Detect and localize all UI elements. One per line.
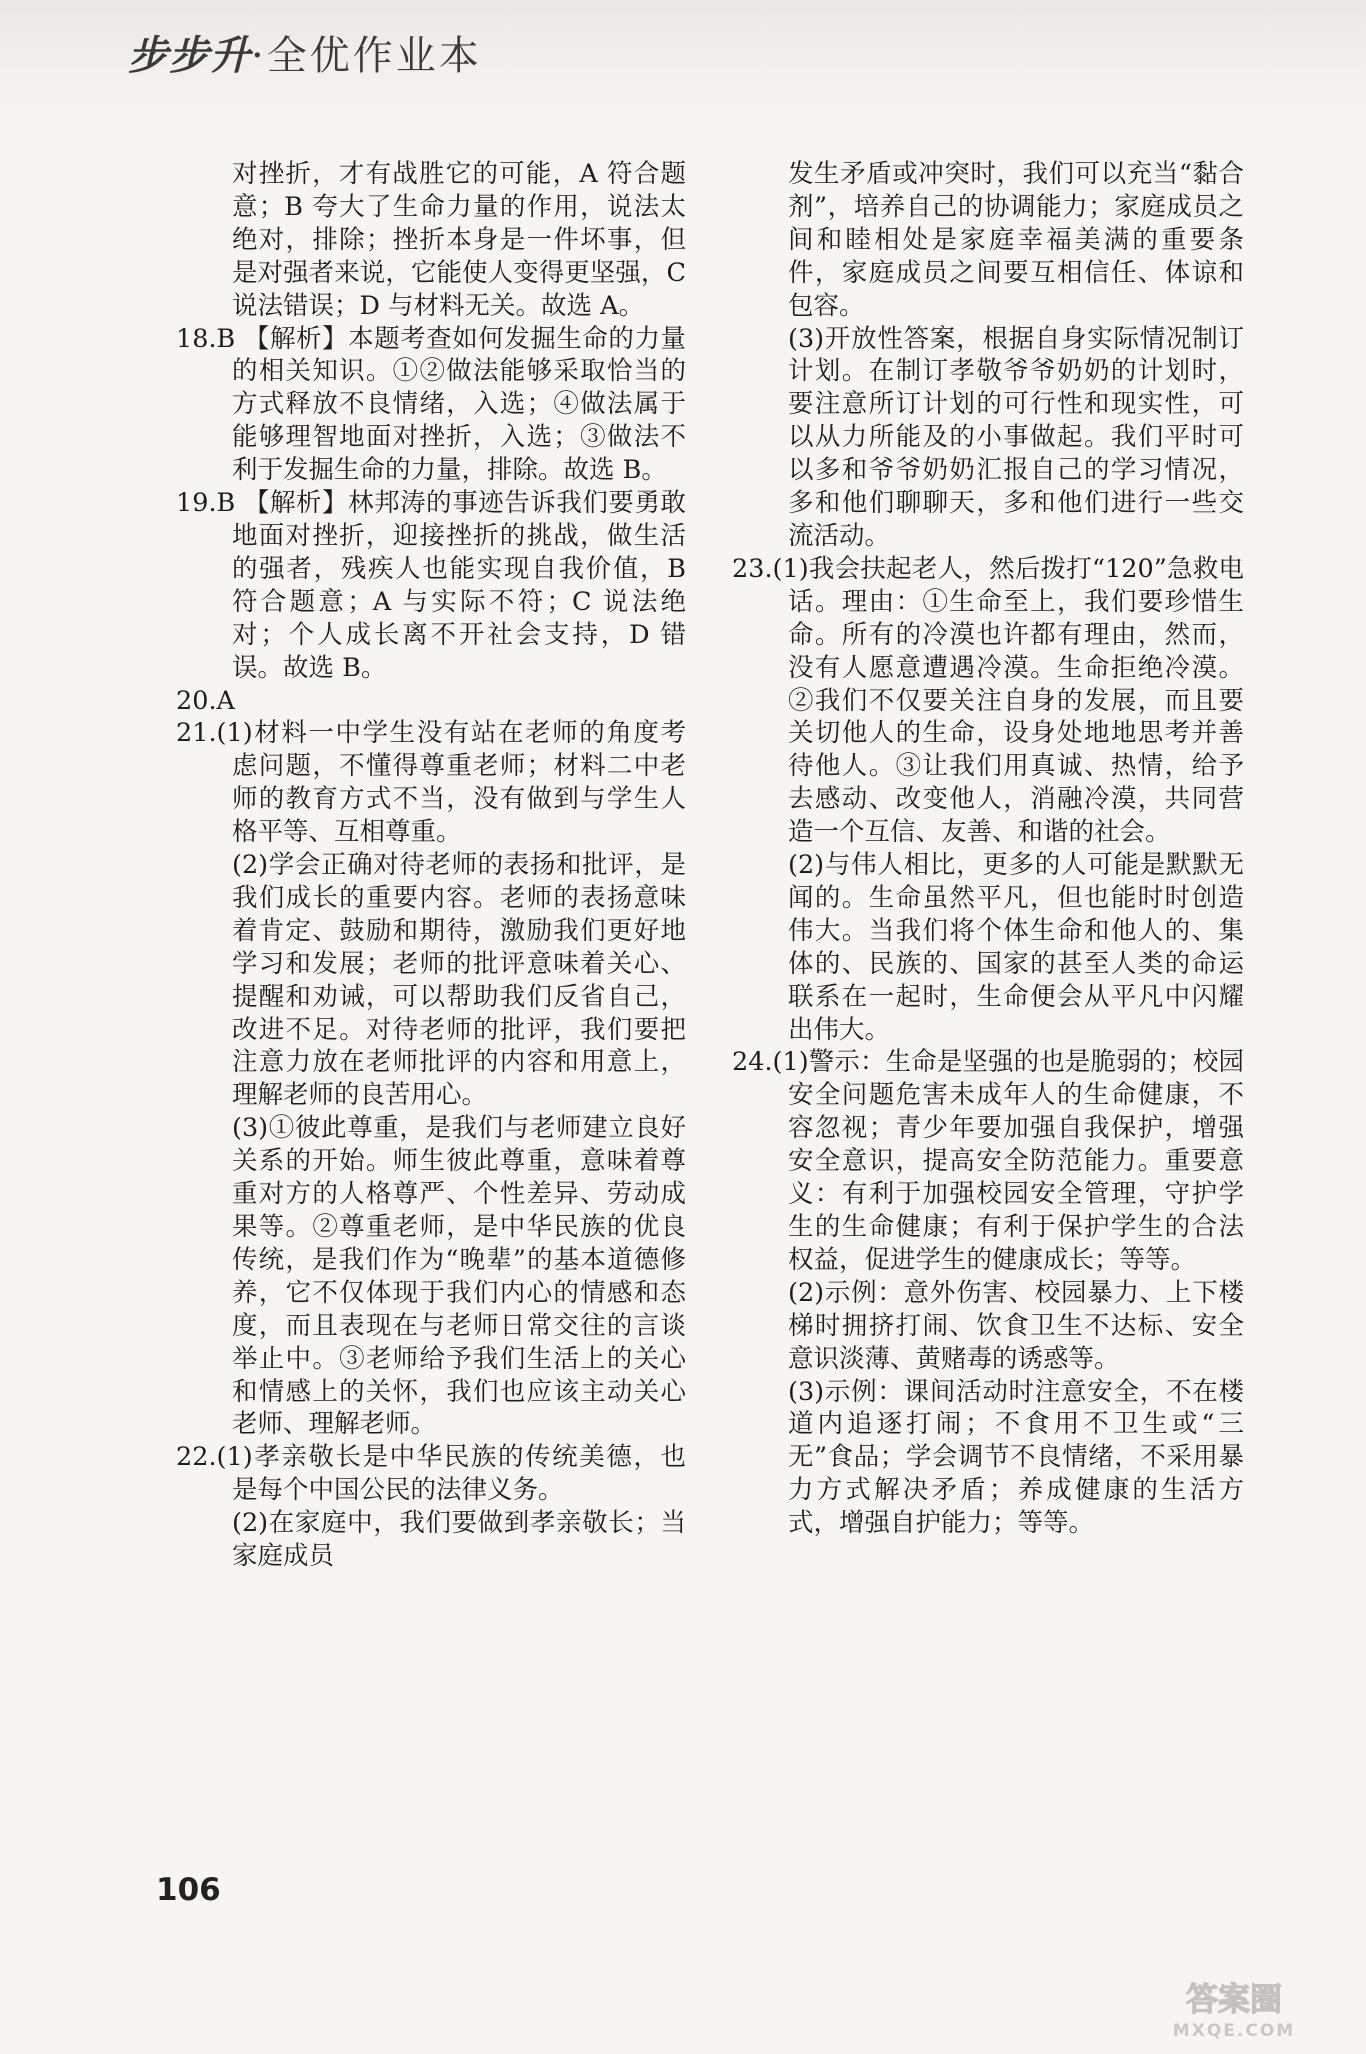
brand-header [128,24,482,81]
answer-continuation: 发生矛盾或冲突时，我们可以充当“黏合剂”，培养自己的协调能力；家庭成员之间和睦相处是家庭幸福美满的重要条件，家庭成员之间要互相信任、体谅和包容。 [788,159,1244,321]
answer-item: 19.B 【解析】林邦涛的事迹告诉我们要勇敢地面对挫折，迎接挫折的挑战，做生活的强者，残疾人也能实现自我价值，B 符合题意；A 与实际不符；C 说法绝对；个人成长离不开社会支持，D 错误。故选 B。 [176,488,686,683]
answer-subpart: (2)学会正确对待老师的表扬和批评，是我们成长的重要内容。老师的表扬意味着肯定、鼓励和期待，激励我们更好地学习和发展；老师的批评意味着关心、提醒和劝诫，可以帮助我们反省自己，改进不足。对待老师的批评，我们要把注意力放在老师批评的内容和用意上，理解老师的良苦用心。 [232,850,686,1111]
answer-subpart: (3)示例：课间活动时注意安全，不在楼道内追逐打闹；不食用不卫生或“三无”食品；学会调节不良情绪，不采用暴力方式解决矛盾；养成健康的生活方式，增强自护能力；等等。 [788,1376,1244,1539]
answer-item: 22.(1)孝亲敬长是中华民族的传统美德，也是每个中国公民的法律义务。 [176,1442,686,1506]
right-column [732,158,1244,1540]
watermark-text-cn: 答案圈 [1185,1980,1283,2018]
answer-subpart: (3)开放性答案，根据自身实际情况制订计划。在制订孝敬爷爷奶奶的计划时，要注意所订计划的可行性和现实性，可以从力所能及的小事做起。我们平时可以多和爷爷奶奶汇报自己的学习情况，多和他们聊聊天，多和他们进行一些交流活动。 [788,323,1244,551]
watermark-logo [1116,1976,1354,2042]
page-number: 106 [156,1872,221,1908]
answer-item: 23.(1)我会扶起老人，然后拨打“120”急救电话。理由：①生命至上，我们要珍惜生命。所有的冷漠也许都有理由，然而，没有人愿意遭遇冷漠。生命拒绝冷漠。②我们不仅要关注自身的发展，而且要关切他人的生命，设身处地地思考并善待他人。③让我们用真诚、热情，给予去感动、改变他人，消融冷漠，共同营造一个互信、友善、和谐的社会。 [732,553,1244,848]
answer-item: 20.A [176,685,235,716]
answer-subpart: (3)①彼此尊重，是我们与老师建立良好关系的开始。师生彼此尊重，意味着尊重对方的人格尊严、个性差异、劳动成果等。②尊重老师，是中华民族的优良传统，是我们作为“晚辈”的基本道德修养，它不仅体现于我们内心的情感和态度，而且表现在与老师日常交往的言谈举止中。③老师给予我们生活上的关心和情感上的关怀，我们也应该主动关心老师、理解老师。 [232,1113,686,1440]
left-column [176,158,686,1573]
answer-subpart: (2)示例：意外伤害、校园暴力、上下楼梯时拥挤打闹、饮食卫生不达标、安全意识淡薄、黄赌毒的诱惑等。 [788,1277,1244,1374]
brand-separator: · [251,33,267,79]
answer-item: 24.(1)警示：生命是坚强的也是脆弱的；校园安全问题危害未成年人的生命健康，不容忽视；青少年要加强自我保护，增强安全意识，提高安全防范能力。重要意义：有利于加强校园安全管理，守护学生的生命健康；有利于保护学生的合法权益，促进学生的健康成长；等等。 [732,1047,1244,1275]
answer-subpart: (2)在家庭中，我们要做到孝亲敬长；当家庭成员 [232,1508,686,1572]
watermark-text-url: MXQE.COM [1172,2021,1296,2041]
answer-item: 18.B 【解析】本题考查如何发掘生命的力量的相关知识。①②做法能够采取恰当的方式释放不良情绪，入选；④做法属于能够理智地面对挫折，入选；③做法不利于发掘生命的力量，排除。故选 B。 [176,323,686,486]
brand-logo: 步步升 [128,32,251,79]
answer-continuation: 对挫折，才有战胜它的可能，A 符合题意；B 夸大了生命力量的作用，说法太绝对，排除；挫折本身是一件坏事，但是对强者来说，它能使人变得更坚强，C 说法错误；D 与材料无关。故选 A。 [232,159,686,321]
answer-subpart: (2)与伟人相比，更多的人可能是默默无闻的。生命虽然平凡，但也能时时创造伟大。当我们将个体生命和他人的、集体的、民族的、国家的甚至人类的命运联系在一起时，生命便会从平凡中闪耀出伟大。 [788,850,1244,1045]
answer-item: 21.(1)材料一中学生没有站在老师的角度考虑问题，不懂得尊重老师；材料二中老师的教育方式不当，没有做到与学生人格平等、互相尊重。 [176,718,686,848]
brand-title: 全优作业本 [266,33,482,79]
